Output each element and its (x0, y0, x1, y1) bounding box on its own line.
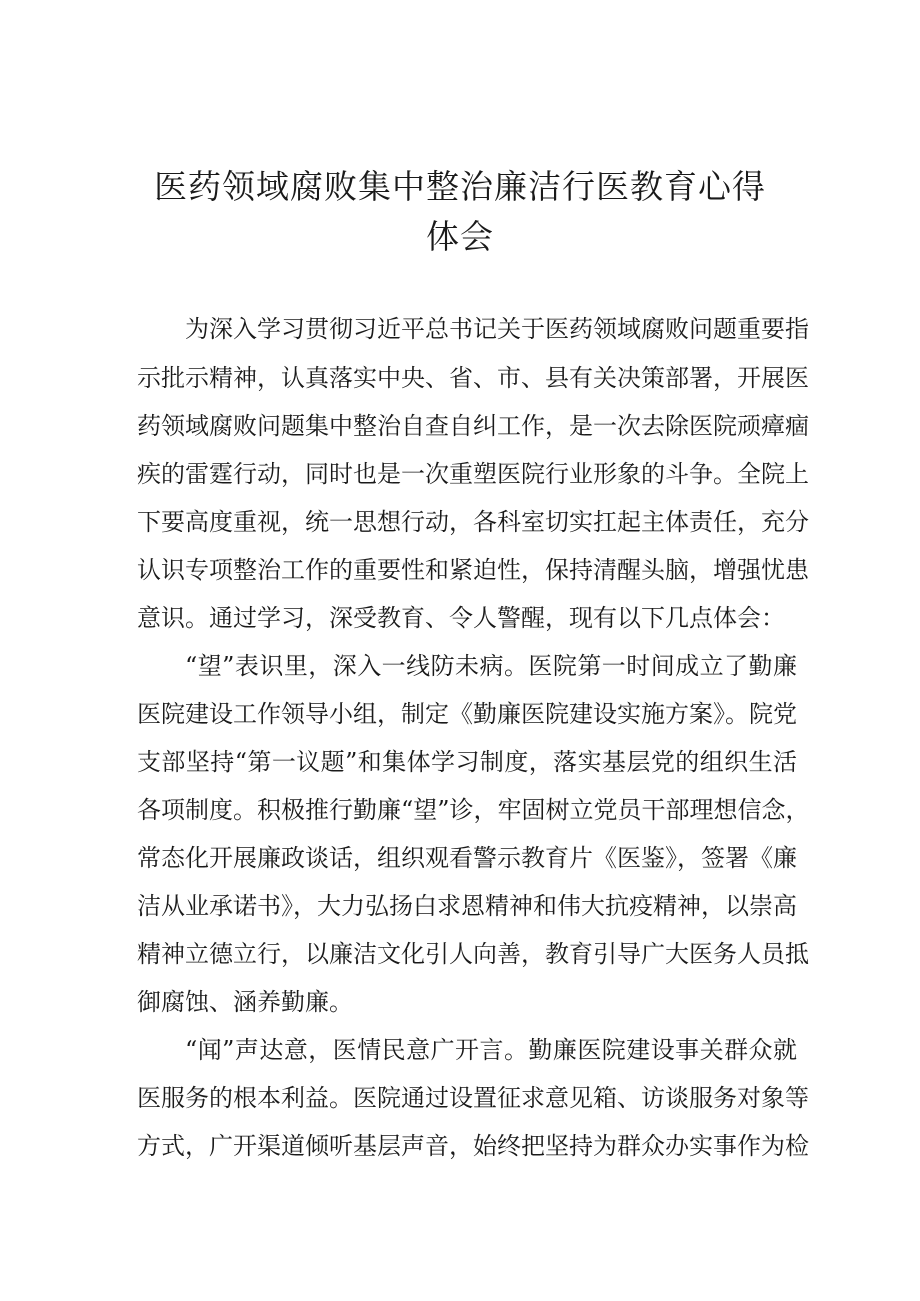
paragraph-line: 疾的雷霆行动，同时也是一次重塑医院行业形象的斗争。全院上 (137, 460, 809, 488)
paragraph-line: 认识专项整治工作的重要性和紧迫性，保持清醒头脑，增强忧患 (137, 556, 809, 584)
paragraph-line: 药领域腐败问题集中整治自查自纠工作，是一次去除医院顽瘴痼 (137, 412, 809, 440)
paragraph-line: 意识。通过学习，深受教育、令人警醒，现有以下几点体会： (137, 604, 785, 632)
paragraph-line: 方式，广开渠道倾听基层声音，始终把坚持为群众办实事作为检 (137, 1132, 809, 1160)
paragraph-line: “望”表识里，深入一线防未病。医院第一时间成立了勤廉 (185, 652, 797, 680)
document-title-line-1: 医药领域腐败集中整治廉洁行医教育心得 (154, 167, 766, 206)
paragraph-line: 为深入学习贯彻习近平总书记关于医药领域腐败问题重要指 (185, 315, 809, 343)
paragraph-line: 医服务的根本利益。医院通过设置征求意见箱、访谈服务对象等 (137, 1084, 809, 1112)
paragraph-line: 支部坚持“第一议题”和集体学习制度，落实基层党的组织生活 (137, 748, 797, 776)
paragraph-line: 御腐蚀、涵养勤廉。 (137, 988, 353, 1016)
paragraph-line: 示批示精神，认真落实中央、省、市、县有关决策部署，开展医 (137, 364, 809, 392)
paragraph-line: 常态化开展廉政谈话，组织观看警示教育片《医鉴》，签署《廉 (137, 844, 797, 872)
paragraph-line: 洁从业承诺书》，大力弘扬白求恩精神和伟大抗疫精神，以崇高 (137, 892, 797, 920)
paragraph-line: 医院建设工作领导小组，制定《勤廉医院建设实施方案》。院党 (137, 700, 797, 728)
paragraph-line: 精神立德立行，以廉洁文化引人向善，教育引导广大医务人员抵 (137, 940, 809, 968)
document-title-line-2: 体会 (426, 217, 494, 256)
paragraph-line: 下要高度重视，统一思想行动，各科室切实扛起主体责任，充分 (137, 508, 809, 536)
paragraph-line: 各项制度。积极推行勤廉“望”诊，牢固树立党员干部理想信念， (137, 796, 810, 824)
paragraph-line: “闻”声达意，医情民意广开言。勤廉医院建设事关群众就 (185, 1036, 797, 1064)
